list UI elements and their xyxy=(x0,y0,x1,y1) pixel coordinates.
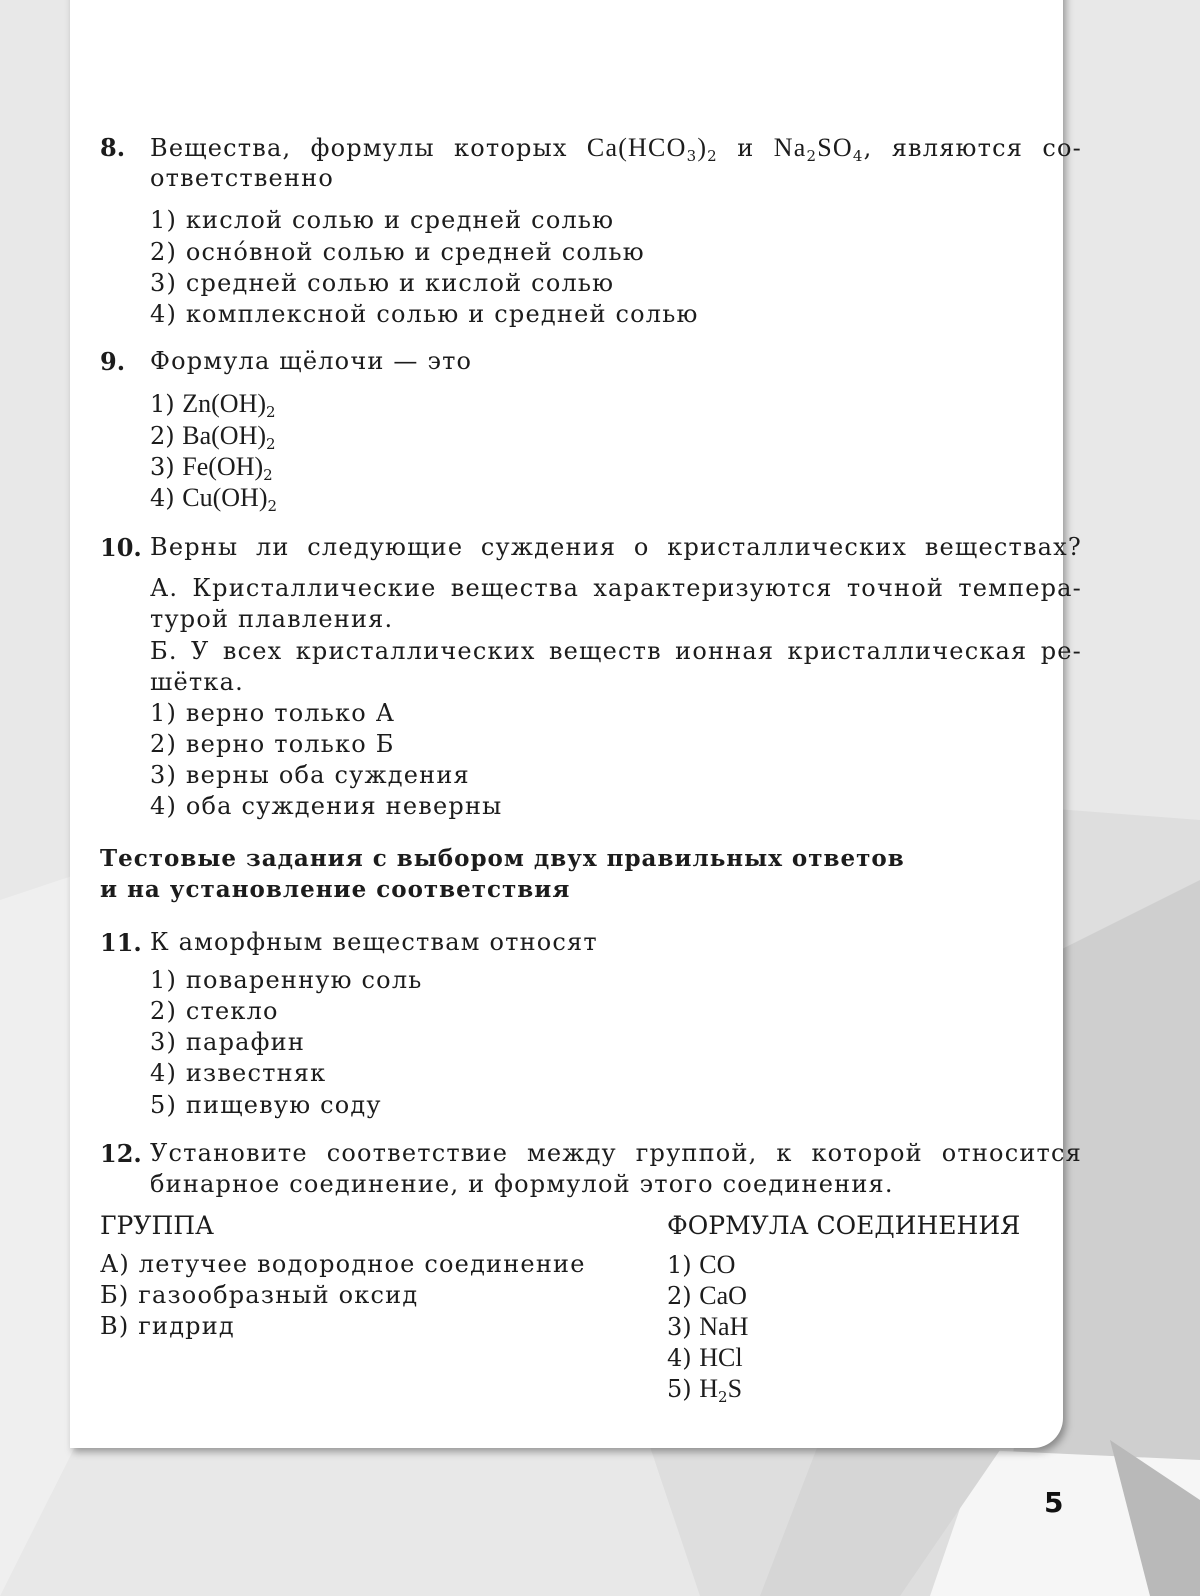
question-11-option-3: 3) парафин xyxy=(150,1028,306,1056)
formula-column-header: ФОРМУЛА СОЕДИНЕНИЯ xyxy=(667,1211,1021,1240)
question-9-option-4: 4) $Cu(OH)_2$ xyxy=(150,483,278,515)
formula-item-1: 1) CO xyxy=(667,1250,736,1279)
group-item-c: В) гидрид xyxy=(100,1312,235,1340)
question-10-option-4: 4) оба суждения неверны xyxy=(150,792,503,820)
section-heading-line1: Тестовые задания с выбором двух правильных ответов xyxy=(100,845,905,872)
question-10-statement-b-line2: шётка. xyxy=(150,668,244,696)
question-9-option-1: 1) $Zn(OH)_2$ xyxy=(150,389,276,421)
section-heading-line2: и на установление соответствия xyxy=(100,876,571,903)
question-9-number: 9. xyxy=(100,347,126,376)
question-10-number: 10. xyxy=(100,533,142,562)
question-11-option-5: 5) пищевую соду xyxy=(150,1091,382,1119)
group-column-header: ГРУППА xyxy=(100,1211,214,1240)
page-number: 5 xyxy=(1044,1486,1064,1519)
question-12-text: Установите соответствие между группой, к которой относится xyxy=(150,1139,1082,1167)
formula-item-3: 3) NaH xyxy=(667,1312,749,1341)
group-item-a: А) летучее водородное соединение xyxy=(100,1250,586,1278)
question-10-option-1: 1) верно только А xyxy=(150,699,396,727)
question-12-text-line2: бинарное соединение, и формулой этого соединения. xyxy=(150,1170,894,1198)
question-10-option-3: 3) верны оба суждения xyxy=(150,761,470,789)
question-10-statement-b: Б. У всех кристаллических веществ ионная кристаллическая ре- xyxy=(150,637,1082,665)
question-8-text: Вещества, формулы которых $Ca(HCO_3)_2$ и $Na_2SO_4$, являются со- xyxy=(150,133,1082,165)
question-11-option-1: 1) поваренную соль xyxy=(150,966,423,994)
question-8-number: 8. xyxy=(100,133,126,162)
question-11-text: К аморфным веществам относят xyxy=(150,928,598,956)
question-10-statement-a-line2: турой плавления. xyxy=(150,605,394,633)
question-10-statement-a: А. Кристаллические вещества характеризуются точной темпера- xyxy=(150,574,1082,602)
question-9-option-3: 3) $Fe(OH)_2$ xyxy=(150,452,273,484)
question-11-number: 11. xyxy=(100,928,142,957)
question-8-option-3: 3) средней солью и кислой солью xyxy=(150,269,615,297)
question-9-option-2: 2) $Ba(OH)_2$ xyxy=(150,421,276,453)
question-8-option-2: 2) осно́вной солью и средней солью xyxy=(150,238,645,266)
question-10-option-2: 2) верно только Б xyxy=(150,730,395,758)
formula-item-4: 4) HCl xyxy=(667,1343,743,1372)
question-8-option-1: 1) кислой солью и средней солью xyxy=(150,206,615,234)
group-item-b: Б) газообразный оксид xyxy=(100,1281,419,1309)
question-8-text-line2: ответственно xyxy=(150,164,334,192)
question-11-option-4: 4) известняк xyxy=(150,1059,327,1087)
question-8-option-4: 4) комплексной солью и средней солью xyxy=(150,300,699,328)
formula-item-5: 5) $H_2S$ xyxy=(667,1374,743,1406)
formula-item-2: 2) CaO xyxy=(667,1281,747,1310)
question-9-text: Формула щёлочи — это xyxy=(150,347,473,375)
question-11-option-2: 2) стекло xyxy=(150,997,279,1025)
question-10-text: Верны ли следующие суждения о кристаллических веществах? xyxy=(150,533,1082,561)
question-12-number: 12. xyxy=(100,1139,142,1168)
